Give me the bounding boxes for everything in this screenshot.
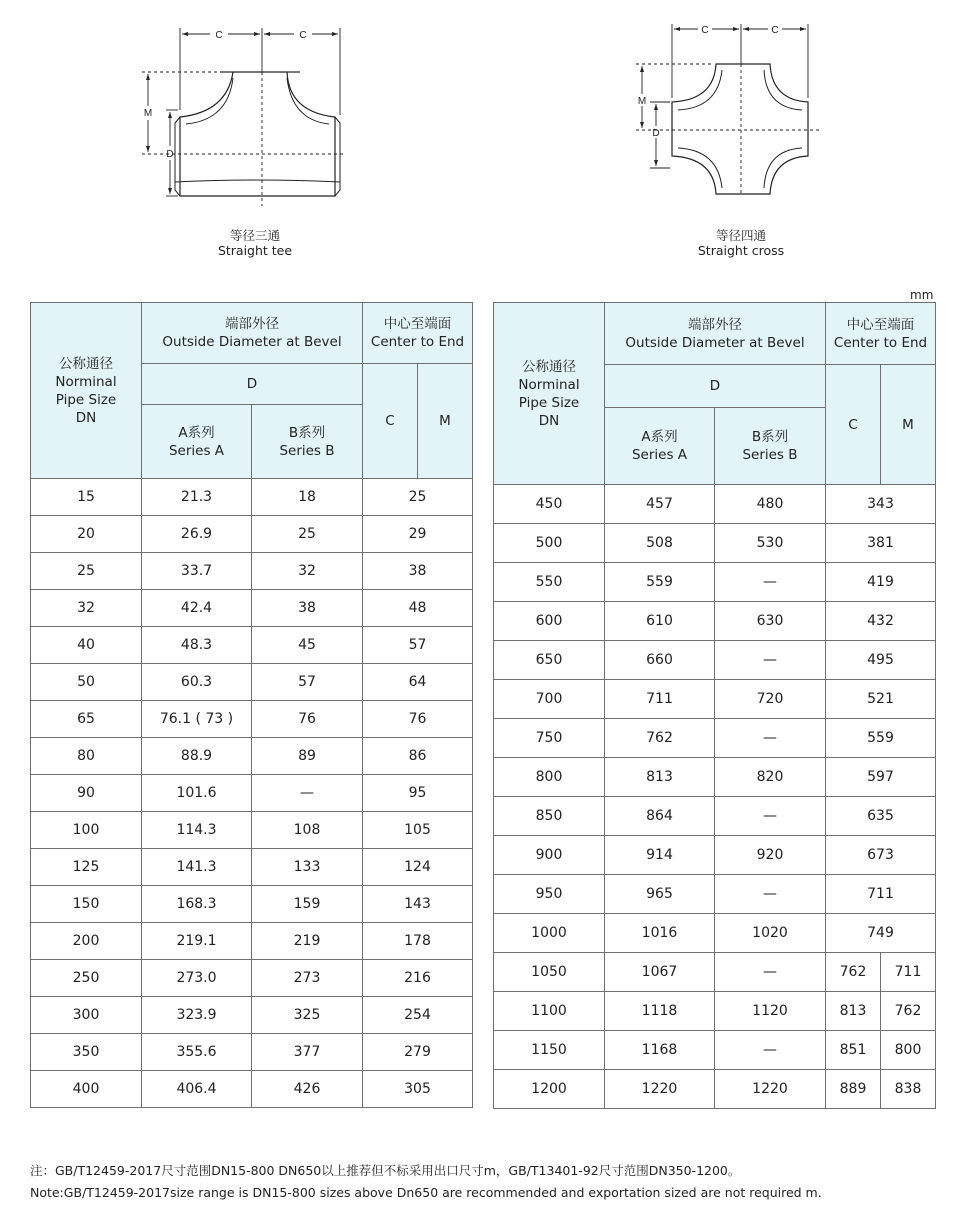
cell-c: 254 — [363, 997, 473, 1034]
cell-series-a: 508 — [605, 524, 715, 563]
tee-caption-en: Straight tee — [217, 243, 293, 258]
table-row — [494, 953, 936, 992]
header-dn — [494, 303, 605, 485]
header-od-cn: 端部外径 — [225, 316, 279, 332]
table-row — [494, 524, 936, 563]
cell-c: 76 — [363, 701, 473, 738]
header-sb-en: Series B — [742, 447, 798, 463]
cell-c: 305 — [363, 1071, 473, 1108]
table-row — [31, 479, 473, 516]
cell-series-a: 33.7 — [142, 553, 252, 590]
cell-series-a: 914 — [605, 836, 715, 875]
cell-series-b: 273 — [252, 960, 363, 997]
table-row — [31, 997, 473, 1034]
cell-series-a: 1168 — [605, 1031, 715, 1070]
cell-m: 800 — [881, 1031, 936, 1070]
header-dn-en1: Norminal — [55, 373, 117, 390]
cell-c: 143 — [363, 886, 473, 923]
cell-c: 851 — [826, 1031, 881, 1070]
left-spec-table — [30, 302, 473, 1108]
cell-dn: 25 — [31, 553, 142, 590]
table-row — [31, 812, 473, 849]
cell-series-b: 18 — [252, 479, 363, 516]
cell-c: 279 — [363, 1034, 473, 1071]
cross-dim-d: D — [652, 128, 660, 139]
cell-dn: 800 — [494, 758, 605, 797]
cell-dn: 950 — [494, 875, 605, 914]
cell-dn: 125 — [31, 849, 142, 886]
cell-m: 762 — [881, 992, 936, 1031]
right-spec-table — [493, 302, 936, 1109]
cell-dn: 50 — [31, 664, 142, 701]
cell-series-b: 325 — [252, 997, 363, 1034]
table-row — [31, 516, 473, 553]
header-sa-en: Series A — [631, 447, 688, 463]
header-c: C — [363, 364, 418, 479]
cell-series-a: 813 — [605, 758, 715, 797]
table-row — [494, 1070, 936, 1109]
cell-series-b: — — [715, 797, 826, 836]
table-row — [494, 485, 936, 524]
header-d: D — [605, 365, 826, 408]
table-row — [31, 664, 473, 701]
cell-series-b: 32 — [252, 553, 363, 590]
table-row — [494, 797, 936, 836]
cell-c: 559 — [826, 719, 936, 758]
cell-series-a: 1067 — [605, 953, 715, 992]
cell-c: 673 — [826, 836, 936, 875]
tee-dim-m: M — [143, 108, 153, 119]
table-row — [494, 875, 936, 914]
cell-dn: 150 — [31, 886, 142, 923]
cell-series-b: 720 — [715, 680, 826, 719]
cell-c: 29 — [363, 516, 473, 553]
table-row — [31, 627, 473, 664]
cell-series-a: 1220 — [605, 1070, 715, 1109]
cell-series-a: 711 — [605, 680, 715, 719]
header-od-en: Outside Diameter at Bevel — [162, 334, 342, 350]
cell-dn: 900 — [494, 836, 605, 875]
cell-c: 597 — [826, 758, 936, 797]
cross-dim-c-right: C — [771, 25, 779, 36]
cell-dn: 200 — [31, 923, 142, 960]
cell-series-b: 38 — [252, 590, 363, 627]
cell-dn: 65 — [31, 701, 142, 738]
cell-c: 762 — [826, 953, 881, 992]
cell-series-b: 920 — [715, 836, 826, 875]
cell-series-b: 133 — [252, 849, 363, 886]
cell-c: 64 — [363, 664, 473, 701]
cell-dn: 750 — [494, 719, 605, 758]
header-sb-cn: B系列 — [288, 424, 326, 441]
header-sb-cn: B系列 — [751, 429, 789, 445]
header-series-a — [142, 405, 252, 479]
cell-series-b: 1120 — [715, 992, 826, 1031]
cell-c: 381 — [826, 524, 936, 563]
header-sa-cn: A系列 — [178, 424, 215, 441]
cell-dn: 350 — [31, 1034, 142, 1071]
cell-c: 86 — [363, 738, 473, 775]
cell-series-a: 660 — [605, 641, 715, 680]
header-sa-en: Series A — [168, 442, 225, 459]
cell-series-b: 530 — [715, 524, 826, 563]
cell-c: 495 — [826, 641, 936, 680]
tee-caption-cn: 等径三通 — [229, 228, 280, 243]
cell-series-a: 1016 — [605, 914, 715, 953]
cell-series-a: 323.9 — [142, 997, 252, 1034]
cell-series-a: 273.0 — [142, 960, 252, 997]
cell-series-a: 168.3 — [142, 886, 252, 923]
header-series-b — [715, 408, 826, 485]
header-dn-cn: 公称通径 — [522, 358, 576, 375]
cell-c: 889 — [826, 1070, 881, 1109]
header-od — [142, 303, 363, 364]
header-c: C — [826, 365, 881, 485]
cell-c: 124 — [363, 849, 473, 886]
cell-series-b: — — [715, 641, 826, 680]
cell-series-b: — — [715, 875, 826, 914]
cell-series-a: 559 — [605, 563, 715, 602]
table-row — [494, 680, 936, 719]
cell-dn: 700 — [494, 680, 605, 719]
cell-series-a: 114.3 — [142, 812, 252, 849]
header-sb-en: Series B — [279, 442, 335, 459]
table-row — [31, 923, 473, 960]
header-center-end — [363, 303, 473, 364]
cell-c: 57 — [363, 627, 473, 664]
notes — [30, 1160, 822, 1204]
cell-dn: 20 — [31, 516, 142, 553]
header-m: M — [881, 365, 936, 485]
straight-tee-diagram — [130, 20, 360, 210]
cell-c: 25 — [363, 479, 473, 516]
cell-series-b: 630 — [715, 602, 826, 641]
cell-series-a: 219.1 — [142, 923, 252, 960]
table-row — [31, 1034, 473, 1071]
header-dn-en2: Pipe Size — [518, 394, 580, 411]
cell-c: 711 — [826, 875, 936, 914]
cell-series-b: 108 — [252, 812, 363, 849]
cell-c: 521 — [826, 680, 936, 719]
cell-series-a: 141.3 — [142, 849, 252, 886]
cell-dn: 850 — [494, 797, 605, 836]
cell-series-b: — — [715, 563, 826, 602]
cell-c: 419 — [826, 563, 936, 602]
cell-series-b: — — [715, 953, 826, 992]
cell-series-b: 480 — [715, 485, 826, 524]
cell-dn: 600 — [494, 602, 605, 641]
table-row — [31, 738, 473, 775]
cell-series-a: 88.9 — [142, 738, 252, 775]
cell-series-a: 762 — [605, 719, 715, 758]
left-table-body — [31, 479, 473, 1108]
cell-dn: 1150 — [494, 1031, 605, 1070]
cell-m: 838 — [881, 1070, 936, 1109]
cell-series-b: 159 — [252, 886, 363, 923]
header-dn-en3: DN — [538, 412, 560, 429]
table-row — [494, 641, 936, 680]
cell-series-a: 76.1 ( 73 ) — [142, 701, 252, 738]
header-series-b — [252, 405, 363, 479]
cell-series-b: 89 — [252, 738, 363, 775]
right-table-body — [494, 485, 936, 1109]
cross-caption — [666, 228, 816, 258]
cell-dn: 1100 — [494, 992, 605, 1031]
cell-c: 432 — [826, 602, 936, 641]
header-series-a — [605, 408, 715, 485]
cross-caption-cn: 等径四通 — [715, 228, 766, 243]
cell-series-a: 355.6 — [142, 1034, 252, 1071]
tee-dim-d: D — [166, 149, 174, 160]
table-row — [31, 960, 473, 997]
tee-caption — [180, 228, 330, 258]
cell-dn: 15 — [31, 479, 142, 516]
cell-c: 38 — [363, 553, 473, 590]
cell-series-b: — — [715, 719, 826, 758]
table-row — [494, 563, 936, 602]
cell-series-b: 25 — [252, 516, 363, 553]
cell-series-a: 457 — [605, 485, 715, 524]
cell-series-a: 406.4 — [142, 1071, 252, 1108]
cell-dn: 80 — [31, 738, 142, 775]
table-row — [494, 758, 936, 797]
cell-series-a: 21.3 — [142, 479, 252, 516]
cell-series-a: 1118 — [605, 992, 715, 1031]
cell-dn: 450 — [494, 485, 605, 524]
tee-dim-c-left: C — [215, 30, 223, 41]
header-dn-cn: 公称通径 — [59, 355, 113, 372]
cell-c: 178 — [363, 923, 473, 960]
cell-series-a: 26.9 — [142, 516, 252, 553]
cell-series-b: 76 — [252, 701, 363, 738]
header-center-end — [826, 303, 936, 365]
cell-series-b: 426 — [252, 1071, 363, 1108]
header-ce-en: Center to End — [370, 334, 465, 350]
cell-series-a: 965 — [605, 875, 715, 914]
cell-series-a: 610 — [605, 602, 715, 641]
cell-series-b: 57 — [252, 664, 363, 701]
table-row — [494, 719, 936, 758]
table-row — [31, 553, 473, 590]
cell-c: 105 — [363, 812, 473, 849]
note-en: Note:GB/T12459-2017size range is DN15-800 sizes above Dn650 are recommended and exportation sized are not required m. — [30, 1185, 822, 1200]
header-od — [605, 303, 826, 365]
cell-dn: 1050 — [494, 953, 605, 992]
cell-dn: 1200 — [494, 1070, 605, 1109]
unit-label: mm — [910, 288, 934, 302]
cross-dim-m: M — [637, 96, 647, 107]
table-row — [31, 849, 473, 886]
header-ce-cn: 中心至端面 — [846, 316, 915, 333]
cell-dn: 40 — [31, 627, 142, 664]
header-ce-en: Center to End — [833, 334, 928, 351]
table-row — [31, 590, 473, 627]
cell-c: 216 — [363, 960, 473, 997]
cell-c: 749 — [826, 914, 936, 953]
cell-series-b: — — [715, 1031, 826, 1070]
cell-dn: 32 — [31, 590, 142, 627]
header-dn-en2: Pipe Size — [55, 391, 117, 408]
table-row — [494, 914, 936, 953]
cell-dn: 90 — [31, 775, 142, 812]
header-od-cn: 端部外径 — [688, 316, 742, 333]
cell-dn: 500 — [494, 524, 605, 563]
table-row — [494, 602, 936, 641]
cell-c: 343 — [826, 485, 936, 524]
cell-series-b: 1020 — [715, 914, 826, 953]
cross-dim-c-left: C — [701, 25, 709, 36]
table-row — [31, 701, 473, 738]
cell-dn: 100 — [31, 812, 142, 849]
cell-series-b: 377 — [252, 1034, 363, 1071]
header-od-en: Outside Diameter at Bevel — [625, 334, 805, 351]
cell-c: 48 — [363, 590, 473, 627]
straight-cross-diagram — [630, 18, 830, 208]
cell-m: 711 — [881, 953, 936, 992]
table-row — [494, 1031, 936, 1070]
tee-dim-c-right: C — [299, 30, 307, 41]
table-row — [31, 886, 473, 923]
header-dn — [31, 303, 142, 479]
cell-c: 813 — [826, 992, 881, 1031]
cell-c: 635 — [826, 797, 936, 836]
cell-series-b: 45 — [252, 627, 363, 664]
cell-series-b: — — [252, 775, 363, 812]
note-cn: 注：GB/T12459-2017尺寸范围DN15-800 DN650以上推荐但不标采用出口尺寸m，GB/T13401-92尺寸范围DN350-1200。 — [30, 1163, 741, 1178]
table-row — [494, 992, 936, 1031]
cell-dn: 300 — [31, 997, 142, 1034]
cell-dn: 400 — [31, 1071, 142, 1108]
header-dn-en3: DN — [75, 409, 97, 426]
cross-caption-en: Straight cross — [697, 243, 785, 258]
cell-dn: 550 — [494, 563, 605, 602]
cell-c: 95 — [363, 775, 473, 812]
cell-dn: 250 — [31, 960, 142, 997]
header-m: M — [418, 364, 473, 479]
cell-series-a: 101.6 — [142, 775, 252, 812]
cell-series-b: 219 — [252, 923, 363, 960]
header-ce-cn: 中心至端面 — [383, 316, 452, 332]
cell-series-b: 820 — [715, 758, 826, 797]
table-row — [31, 775, 473, 812]
cell-dn: 1000 — [494, 914, 605, 953]
header-d: D — [142, 364, 363, 405]
cell-series-a: 42.4 — [142, 590, 252, 627]
cell-series-a: 60.3 — [142, 664, 252, 701]
cell-series-b: 1220 — [715, 1070, 826, 1109]
cell-dn: 650 — [494, 641, 605, 680]
cell-series-a: 864 — [605, 797, 715, 836]
cell-series-a: 48.3 — [142, 627, 252, 664]
table-row — [31, 1071, 473, 1108]
header-dn-en1: Norminal — [518, 376, 580, 393]
header-sa-cn: A系列 — [641, 429, 678, 445]
table-row — [494, 836, 936, 875]
